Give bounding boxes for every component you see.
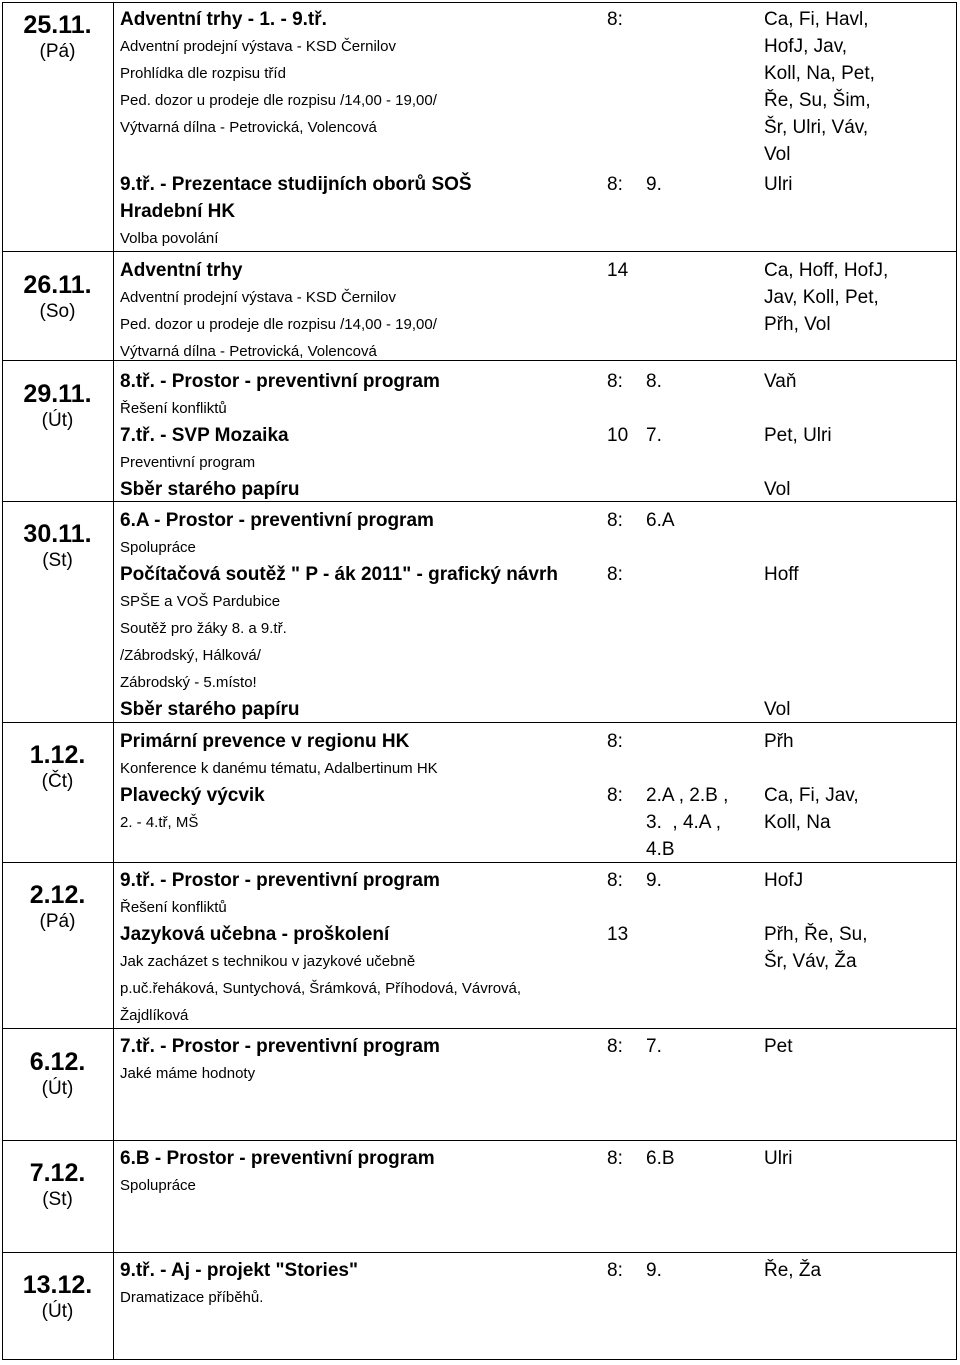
- event-time: 13: [607, 924, 629, 945]
- event-block: [120, 1033, 720, 1087]
- event-staff: Vol: [764, 699, 791, 720]
- event-title: 9.tř. - Prostor - preventivní program: [120, 870, 440, 891]
- event-time: 8:: [607, 1148, 623, 1169]
- row-divider: [2, 1140, 957, 1141]
- event-title: 6.B - Prostor - preventivní program: [120, 1148, 435, 1169]
- event-staff: Pet: [764, 1036, 793, 1057]
- event-block: [120, 1257, 720, 1311]
- day-of-week: (Pá): [39, 41, 76, 62]
- event-time: 8:: [607, 564, 623, 585]
- table-border-bottom: [2, 1359, 957, 1360]
- event-detail: Řešení konfliktů: [120, 899, 227, 916]
- event-detail: Zábrodský - 5.místo!: [120, 674, 257, 691]
- event-title: Adventní trhy: [120, 260, 243, 281]
- event-time: 8:: [607, 1260, 623, 1281]
- event-detail: Ped. dozor u prodeje dle rozpisu /14,00 - 19,00/: [120, 92, 437, 109]
- row-divider: [2, 1252, 957, 1253]
- event-time: 8:: [607, 870, 623, 891]
- event-block: [120, 257, 720, 365]
- event-block: [120, 867, 720, 921]
- event-block: [120, 422, 720, 476]
- event-class: 7.: [646, 1036, 662, 1057]
- day-date: 7.12.: [29, 1159, 86, 1187]
- day-of-week: (St): [42, 550, 73, 571]
- day-date: 13.12.: [22, 1271, 93, 1299]
- event-detail: Prohlídka dle rozpisu tříd: [120, 65, 286, 82]
- event-detail: Výtvarná dílna - Petrovická, Volencová: [120, 119, 377, 136]
- day-date: 30.11.: [23, 520, 92, 548]
- event-block: [120, 507, 720, 561]
- event-detail: Žajdlíková: [120, 1007, 189, 1024]
- event-detail: Dramatizace příběhů.: [120, 1289, 264, 1306]
- event-block: [120, 171, 720, 252]
- day-of-week: (Út): [41, 410, 74, 431]
- event-title: Sběr starého papíru: [120, 479, 300, 500]
- event-title: 6.A - Prostor - preventivní program: [120, 510, 434, 531]
- event-title: 8.tř. - Prostor - preventivní program: [120, 371, 440, 392]
- day-cell: [2, 10, 113, 63]
- event-block: [120, 921, 720, 1029]
- event-block: [120, 782, 720, 836]
- event-class: 9.: [646, 870, 662, 891]
- table-border-left: [2, 2, 3, 1360]
- event-block: [120, 728, 720, 782]
- event-title: Adventní trhy - 1. - 9.tř.: [120, 9, 327, 30]
- day-of-week: (Pá): [39, 911, 76, 932]
- table-border-top: [2, 2, 957, 3]
- event-detail: Soutěž pro žáky 8. a 9.tř.: [120, 620, 287, 637]
- event-block: [120, 368, 720, 422]
- day-cell: [2, 1270, 113, 1323]
- event-detail: Jaké máme hodnoty: [120, 1065, 256, 1082]
- event-class: 6.A: [646, 510, 675, 531]
- day-cell: [2, 740, 113, 793]
- event-detail: Jak zacházet s technikou v jazykové učebně: [120, 953, 416, 970]
- event-staff: Ulri: [764, 1148, 793, 1169]
- event-time: 8:: [607, 731, 623, 752]
- event-block: [120, 476, 720, 503]
- event-title: Plavecký výcvik: [120, 785, 265, 806]
- day-cell: [2, 379, 113, 432]
- event-detail: Spolupráce: [120, 539, 196, 556]
- event-detail: Výtvarná dílna - Petrovická, Volencová: [120, 343, 377, 360]
- event-staff: Ca, Fi, Havl, HofJ, Jav, Koll, Na, Pet, Ře, Su, Šim, Šr, Ulri, Váv, Vol: [764, 9, 875, 165]
- event-staff: HofJ: [764, 870, 804, 891]
- event-time: 8:: [607, 371, 623, 392]
- event-staff: Ca, Hoff, HofJ, Jav, Koll, Pet, Přh, Vol: [764, 260, 889, 335]
- day-of-week: (Út): [41, 1301, 74, 1322]
- event-block: [120, 1145, 720, 1199]
- day-date: 29.11.: [23, 380, 92, 408]
- event-detail: 2. - 4.tř, MŠ: [120, 814, 199, 831]
- day-cell: [2, 270, 113, 323]
- day-date: 1.12.: [29, 741, 86, 769]
- day-date: 25.11.: [23, 11, 92, 39]
- event-title: 9.tř. - Aj - projekt "Stories": [120, 1260, 358, 1281]
- day-date: 26.11.: [23, 271, 92, 299]
- event-time: 8:: [607, 510, 623, 531]
- event-detail: Spolupráce: [120, 1177, 196, 1194]
- event-time: 8:: [607, 1036, 623, 1057]
- event-class: 6.B: [646, 1148, 675, 1169]
- event-detail: Konference k danému tématu, Adalbertinum HK: [120, 760, 438, 777]
- event-title: Sběr starého papíru: [120, 699, 300, 720]
- day-of-week: (So): [39, 301, 76, 322]
- event-title: Počítačová soutěž " P - ák 2011" - grafický návrh: [120, 564, 558, 585]
- event-time: 14: [607, 260, 629, 281]
- column-divider: [113, 2, 114, 1360]
- event-block: [120, 561, 720, 696]
- row-divider: [2, 862, 957, 863]
- event-staff: Ře, Ža: [764, 1260, 822, 1281]
- day-of-week: (St): [42, 1189, 73, 1210]
- table-border-right: [956, 2, 957, 1360]
- event-block: [120, 6, 720, 141]
- event-time: 8:: [607, 9, 623, 30]
- event-staff: Ca, Fi, Jav, Koll, Na: [764, 785, 859, 833]
- event-staff: Vol: [764, 479, 791, 500]
- event-detail: Volba povolání: [120, 230, 219, 247]
- event-title: Primární prevence v regionu HK: [120, 731, 410, 752]
- event-staff: Přh, Ře, Su, Šr, Váv, Ža: [764, 924, 868, 972]
- event-title: 7.tř. - Prostor - preventivní program: [120, 1036, 440, 1057]
- day-cell: [2, 519, 113, 572]
- event-title: 9.tř. - Prezentace studijních oborů SOŠ: [120, 174, 472, 195]
- event-time: 8:: [607, 785, 623, 806]
- schedule-table: [2, 2, 957, 1360]
- event-block: [120, 696, 720, 723]
- day-cell: [2, 880, 113, 933]
- event-title-continued: Hradební HK: [120, 201, 236, 222]
- event-detail: SPŠE a VOŠ Pardubice: [120, 593, 281, 610]
- event-detail: Preventivní program: [120, 454, 256, 471]
- event-detail: /Zábrodský, Hálková/: [120, 647, 261, 664]
- event-staff: Hoff: [764, 564, 799, 585]
- day-date: 2.12.: [29, 881, 86, 909]
- event-staff: Vaň: [764, 371, 797, 392]
- event-detail: Adventní prodejní výstava - KSD Černilov: [120, 38, 396, 55]
- event-title: Jazyková učebna - proškolení: [120, 924, 390, 945]
- event-title: 7.tř. - SVP Mozaika: [120, 425, 289, 446]
- event-detail: Řešení konfliktů: [120, 400, 227, 417]
- event-class: 7.: [646, 425, 662, 446]
- event-detail: Ped. dozor u prodeje dle rozpisu /14,00 - 19,00/: [120, 316, 437, 333]
- event-class: 2.A , 2.B , 3. , 4.A , 4.B: [646, 785, 729, 860]
- day-cell: [2, 1158, 113, 1211]
- event-staff: Pet, Ulri: [764, 425, 832, 446]
- event-time: 8:: [607, 174, 623, 195]
- day-cell: [2, 1047, 113, 1100]
- event-class: 9.: [646, 174, 662, 195]
- event-detail: Adventní prodejní výstava - KSD Černilov: [120, 289, 396, 306]
- event-class: 8.: [646, 371, 662, 392]
- event-staff: Ulri: [764, 174, 793, 195]
- event-class: 9.: [646, 1260, 662, 1281]
- event-detail: p.uč.řeháková, Suntychová, Šrámková, Příhodová, Vávrová,: [120, 980, 522, 997]
- day-date: 6.12.: [29, 1048, 86, 1076]
- day-of-week: (Út): [41, 1078, 74, 1099]
- event-time: 10: [607, 425, 629, 446]
- event-staff: Přh: [764, 731, 794, 752]
- day-of-week: (Čt): [41, 771, 74, 792]
